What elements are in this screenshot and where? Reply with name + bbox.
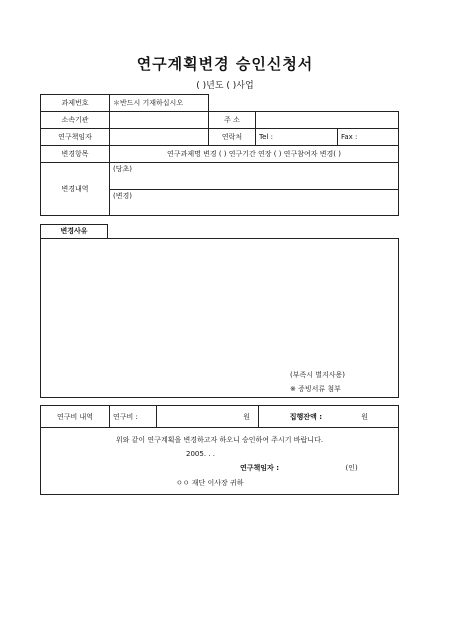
won-unit-1: 원 — [243, 412, 250, 421]
organization-field[interactable] — [110, 112, 209, 129]
signature-line — [240, 463, 358, 473]
attachment-note: ※ 증빙서류 첨부 — [290, 385, 341, 393]
budget-label: 연구비 내역 — [41, 406, 110, 428]
declaration-text: 위와 같이 연구계획을 변경하고자 하오니 승인하여 주시기 바랍니다. — [115, 436, 324, 444]
tel-label: Tel : — [259, 133, 273, 141]
balance-field[interactable] — [325, 406, 399, 428]
change-items-options[interactable]: 연구과제명 변경 ( ) 연구기간 연장 ( ) 연구참여자 변경( ) — [110, 146, 399, 163]
organization-label: 소속기관 — [41, 112, 110, 129]
blank-cell — [209, 95, 399, 112]
change-details-label: 변경내역 — [41, 163, 110, 216]
principal-investigator-field[interactable] — [110, 129, 209, 146]
extra-sheet-note: (부족시 별지사용) — [290, 371, 346, 379]
changed-field[interactable] — [110, 189, 399, 216]
document-title: 연구계획변경 승인신청서 — [136, 55, 314, 73]
change-reason-tab: 변경사유 — [40, 224, 108, 238]
tel-field[interactable] — [256, 129, 338, 146]
application-date[interactable]: 2005. . . — [186, 450, 215, 458]
won-unit-2: 원 — [361, 412, 368, 421]
application-form-table — [40, 94, 399, 216]
signer-label: 연구책임자 : — [240, 464, 280, 472]
document-subtitle: ( )년도 ( )사업 — [196, 81, 254, 91]
change-reason-textarea[interactable] — [40, 238, 399, 398]
fax-field[interactable] — [338, 129, 399, 146]
address-field[interactable] — [256, 112, 399, 129]
task-number-field[interactable]: ＊반드시 기재하십시오 — [110, 95, 209, 112]
balance-label: 집행잔액 : — [259, 406, 326, 428]
addressee: ㅇㅇ 재단 이사장 귀하 — [176, 479, 244, 487]
contact-label: 연락처 — [209, 129, 256, 146]
original-field[interactable] — [110, 163, 399, 190]
changed-label: (변경) — [113, 191, 132, 200]
research-fee-field[interactable] — [157, 406, 259, 428]
change-items-label: 변경항목 — [41, 146, 110, 163]
task-number-label: 과제번호 — [41, 95, 110, 112]
seal-mark: (인) — [345, 464, 358, 472]
principal-investigator-label: 연구책임자 — [41, 129, 110, 146]
research-fee-label: 연구비 : — [110, 406, 157, 428]
budget-table — [40, 405, 399, 428]
address-label: 주 소 — [209, 112, 256, 129]
original-label: (당초) — [113, 165, 132, 173]
fax-label: Fax : — [341, 133, 358, 141]
